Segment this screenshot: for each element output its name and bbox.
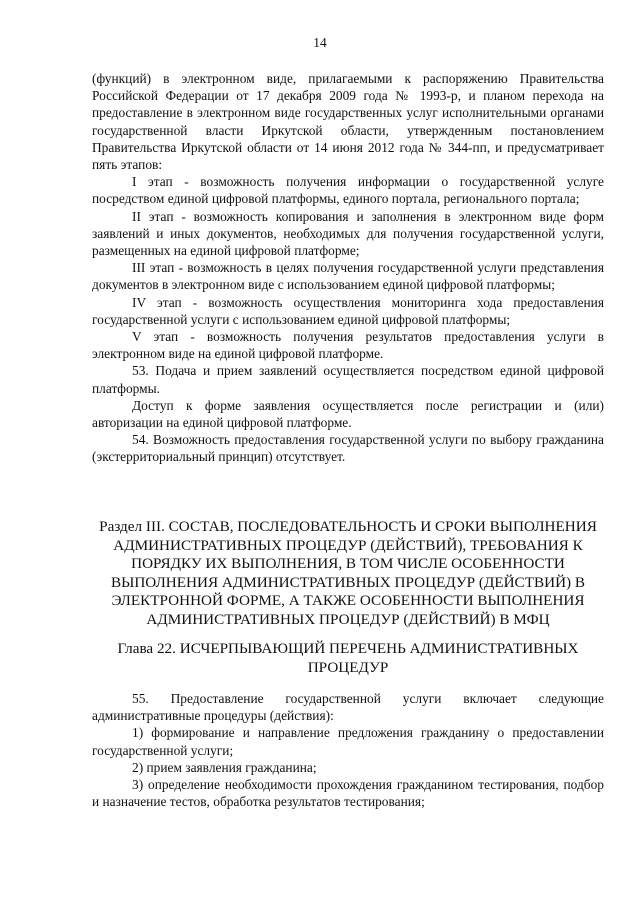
list-item-2: 2) прием заявления гражданина; <box>132 759 317 775</box>
paragraph-access: Доступ к форме заявления осуществляется после регистрации и (или) авторизации на единой цифровой платформе. <box>92 397 604 431</box>
paragraph-stage-5: V этап - возможность получения результатов предоставления услуги в электронном виде на единой цифровой платформе. <box>92 329 604 362</box>
paragraph-stage-4: IV этап - возможность осуществления мониторинга хода предоставления государственной услуги с использованием единой цифровой платформы; <box>92 294 604 327</box>
list-item-1: 1) формирование и направление предложения гражданину о предоставлении государственной услуги; <box>92 725 604 758</box>
body-text-top <box>92 70 604 466</box>
paragraph-intro: (функций) в электронном виде, прилагаемыми к распоряжению Правительства Российской Федерации от 17 декабря 2009 года № 1993-р, и планом перехода на предоставление в электронном виде государственных услуг исполнительными органами государственной власти Иркутской области, утвержденным постановлением Правительства Иркутской области от 14 июня 2012 года № 344-пп, и предусматривает пять этапов: <box>92 71 604 173</box>
list-item-3: 3) определение необходимости прохождения гражданином тестирования, подбор и назначение тестов, обработка результатов тестирования; <box>92 777 604 810</box>
paragraph-stage-3: III этап - возможность в целях получения государственной услуги представления документов в электронном виде с использованием единой цифровой платформы; <box>92 260 604 293</box>
paragraph-53: 53. Подача и прием заявлений осуществляется посредством единой цифровой платформы. <box>92 363 604 396</box>
paragraph-stage-2: II этап - возможность копирования и заполнения в электронном виде форм заявлений и иных документов, необходимых для получения государственной услуги, размещенных на единой цифровой платформе; <box>92 208 604 259</box>
paragraph-54: 54. Возможность предоставления государственной услуги по выбору гражданина (экстерриториальный принцип) отсутствует. <box>92 432 604 465</box>
section-heading: Раздел III. СОСТАВ, ПОСЛЕДОВАТЕЛЬНОСТЬ И СРОКИ ВЫПОЛНЕНИЯ АДМИНИСТРАТИВНЫХ ПРОЦЕДУР (ДЕЙСТВИЙ), ТРЕБОВАНИЯ К ПОРЯДКУ ИХ ВЫПОЛНЕНИЯ, В ТОМ ЧИСЛЕ ОСОБЕННОСТИ ВЫПОЛНЕНИЯ АДМИНИСТРАТИВНЫХ ПРОЦЕДУР (ДЕЙСТВИЙ) В ЭЛЕКТРОННОЙ ФОРМЕ, А ТАКЖЕ ОСОБЕННОСТИ ВЫПОЛНЕНИЯ АДМИНИСТРАТИВНЫХ ПРОЦЕДУР (ДЕЙСТВИЙ) В МФЦ <box>99 518 597 628</box>
body-text-bottom <box>92 690 604 810</box>
paragraph-55: 55. Предоставление государственной услуги включает следующие административные процедуры (действия): <box>92 691 604 724</box>
chapter-heading: Глава 22. ИСЧЕРПЫВАЮЩИЙ ПЕРЕЧЕНЬ АДМИНИСТРАТИВНЫХ ПРОЦЕДУР <box>117 640 579 676</box>
paragraph-stage-1: I этап - возможность получения информации о государственной услуге посредством единой цифровой платформы, единого портала, регионального портала; <box>92 174 604 207</box>
page-number: 14 <box>313 35 327 50</box>
